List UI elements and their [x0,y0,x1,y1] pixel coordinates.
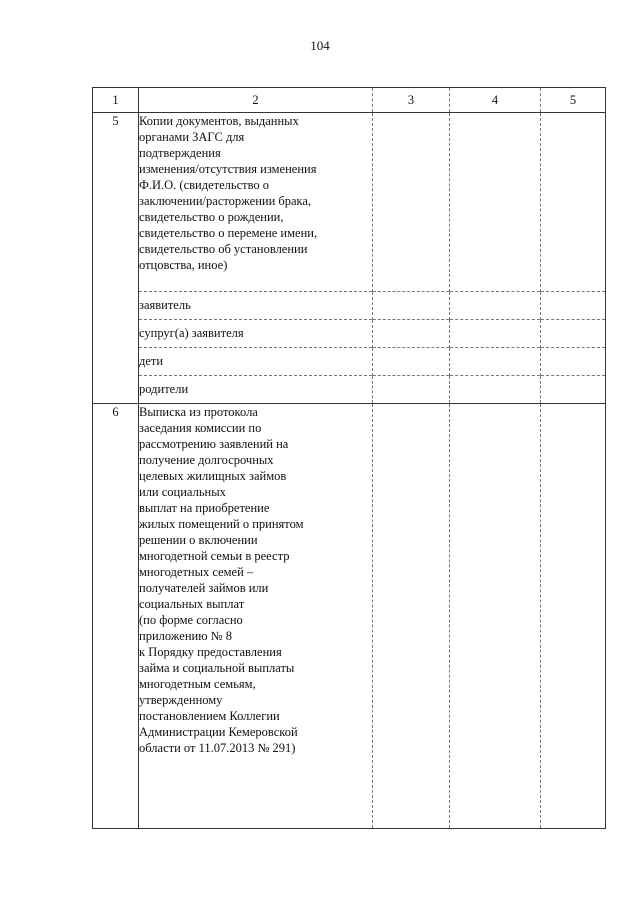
subrow-children-col-4 [450,348,541,376]
row-number-6: 6 [93,404,139,829]
text-line: жилых помещений о принятом [139,517,304,531]
text-line: получателей займов или [139,581,269,595]
row-6-col-4-cell [450,404,541,829]
subrow-parents-col-3 [373,376,450,404]
header-col-5: 5 [541,88,606,113]
text-line: заключении/расторжении брака, [139,194,312,208]
text-line: получение долгосрочных [139,453,274,467]
subrow-spouse-col-4 [450,320,541,348]
subrow-label-children: дети [139,348,373,376]
text-line: изменения/отсутствия изменения [139,162,317,176]
table-row-5-parents [93,376,606,404]
text-line: решении о включении [139,533,258,547]
row-5-description [139,113,373,292]
text-line: свидетельство о рождении, [139,210,284,224]
text-line: утвержденному [139,693,223,707]
text-line: к Порядку предоставления [139,645,282,659]
document-table [92,87,606,829]
row-5-col-4-cell [450,113,541,292]
subrow-label-applicant: заявитель [139,292,373,320]
subrow-applicant-col-4 [450,292,541,320]
subrow-label-parents: родители [139,376,373,404]
text-line: органами ЗАГС для [139,130,245,144]
header-col-1: 1 [93,88,139,113]
text-line: Копии документов, выданных [139,114,299,128]
subrow-spouse-col-3 [373,320,450,348]
text-line: Ф.И.О. (свидетельство о [139,178,270,192]
text-line: области от 11.07.2013 № 291) [139,741,296,755]
text-line: выплат на приобретение [139,501,270,515]
row-number-5: 5 [93,113,139,404]
subrow-parents-col-4 [450,376,541,404]
table-row-5-applicant [93,292,606,320]
row-6-col-3-cell [373,404,450,829]
text-line: заседания комиссии по [139,421,262,435]
table-row-5-children [93,348,606,376]
text-line: рассмотрению заявлений на [139,437,289,451]
text-line: постановлением Коллегии [139,709,280,723]
text-line: Администрации Кемеровской [139,725,298,739]
header-col-3: 3 [373,88,450,113]
row-6-description [139,404,373,829]
subrow-spouse-col-5 [541,320,606,348]
header-col-2: 2 [139,88,373,113]
table-header-row [93,88,606,113]
text-line: целевых жилищных займов [139,469,287,483]
subrow-parents-col-5 [541,376,606,404]
table-row-5-main [93,113,606,292]
text-line: многодетным семьям, [139,677,256,691]
row-6-lines [139,404,372,756]
text-line: займа и социальной выплаты [139,661,295,675]
text-line: Выписка из протокола [139,405,258,419]
text-line: свидетельство об установлении [139,242,308,256]
header-col-4: 4 [450,88,541,113]
subrow-children-col-3 [373,348,450,376]
subrow-children-col-5 [541,348,606,376]
row-5-col-3-cell [373,113,450,292]
subrow-applicant-col-3 [373,292,450,320]
subrow-applicant-col-5 [541,292,606,320]
table-row-6 [93,404,606,829]
text-line: или социальных [139,485,226,499]
row-5-col-5-cell [541,113,606,292]
table-row-5-spouse [93,320,606,348]
text-line: многодетных семей – [139,565,254,579]
text-line: подтверждения [139,146,221,160]
text-line: (по форме согласно [139,613,243,627]
text-line: многодетной семьи в реестр [139,549,290,563]
text-line: социальных выплат [139,597,245,611]
subrow-label-spouse: супруг(а) заявителя [139,320,373,348]
row-6-col-5-cell [541,404,606,829]
text-line: приложению № 8 [139,629,232,643]
text-line: свидетельство о перемене имени, [139,226,318,240]
text-line: отцовства, иное) [139,258,228,272]
page-number: 104 [310,38,330,53]
row-5-lines [139,113,372,273]
